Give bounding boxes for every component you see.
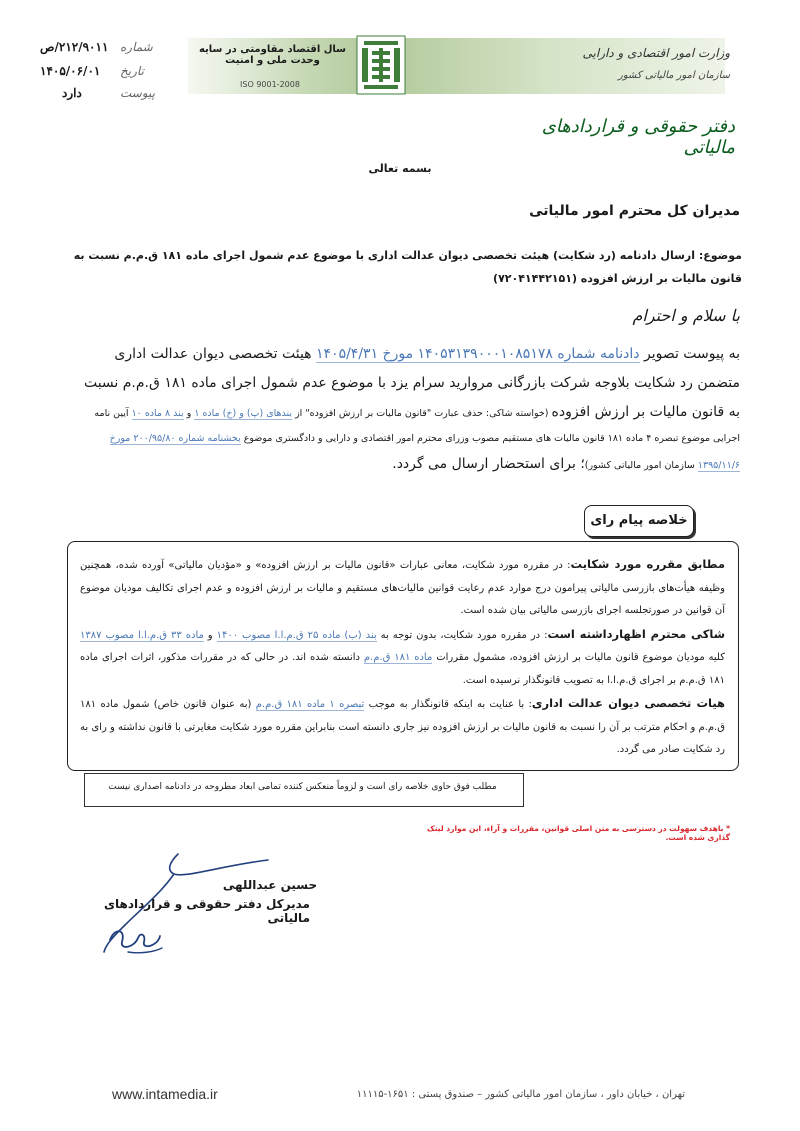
circular-link[interactable]: بخشنامه شماره ۲۰۰/۹۵/۸۰ مورخ xyxy=(109,433,241,444)
subject xyxy=(70,244,742,290)
body-line-3 xyxy=(60,398,740,428)
summary-body-2a: : در مقرره مورد شکایت، بدون توجه به xyxy=(376,629,548,641)
letter-body xyxy=(60,340,740,480)
law-link-article33[interactable]: ماده ۳۳ ق.م.ا.ا مصوب ۱۳۸۷ xyxy=(80,629,204,641)
footer-address: تهران ، خیابان داور ، سازمان امور مالیاتی کشور – صندوق پستی : ۱۶۵۱-۱۱۱۱۵ xyxy=(356,1089,685,1100)
letter-number-value: ۲۱۲/۹۰۱۱/ص xyxy=(40,40,109,54)
ministry-name: وزارت امور اقتصادی و دارایی xyxy=(582,46,730,60)
ministry-emblem-icon xyxy=(356,35,406,95)
body-text: هیئت تخصصی دیوان عدالت اداری xyxy=(114,346,317,362)
summary-body-1: : در مقرره مورد شکایت، معانی عبارات «قانون مالیات بر ارزش افزوده» و «مؤدیان مالیاتی» آورده شده، همچنین وظیفه هیأت‌های بازرسی مالیاتی پیرامون درج موارد عدم رعایت قوانین مالیات‌های مستقیم و مالیات بر ارزش افزوده و عدم اجرای تکالیف مودیان موضوع آن قوانین در صورتجلسه اجرای بازرسی مالیاتی بیان شده است. xyxy=(80,560,725,616)
summary-para-1 xyxy=(80,553,725,623)
summary-para-2 xyxy=(80,623,725,693)
body-line-4 xyxy=(60,428,740,450)
law-link-article181[interactable]: ماده ۱۸۱ ق.م.م xyxy=(363,652,433,663)
circular-date-link[interactable]: ۱۳۹۵/۱۱/۶ xyxy=(697,460,740,471)
letter-date-label: تاریخ xyxy=(120,64,144,78)
addressee: مدیران کل محترم امور مالیاتی xyxy=(529,203,740,219)
summary-text xyxy=(80,553,725,762)
body-small-text: (خواسته شاکی: حذف عبارت "قانون مالیات بر ارزش افزوده" از xyxy=(292,408,552,419)
body-small-text: آیین نامه xyxy=(94,408,132,419)
body-text: ؛ برای استحضار ارسال می گردد. xyxy=(392,456,585,472)
body-line-5 xyxy=(60,450,740,480)
iso-label: ISO 9001-2008 xyxy=(240,80,300,89)
footer-website[interactable]: www.intamedia.ir xyxy=(112,1086,218,1102)
body-line-1 xyxy=(60,340,740,369)
verdict-link[interactable]: دادنامه شماره ۱۴۰۵۳۱۳۹۰۰۰۱۰۸۵۱۷۸ مورخ ۱۴۰۵/۴/۳۱ xyxy=(316,346,640,362)
body-small-text: سازمان امور مالیاتی کشور) xyxy=(584,460,698,471)
summary-body-2b: و xyxy=(203,629,217,641)
summary-label-2: شاکی محترم اظهارداشته است xyxy=(547,626,726,641)
summary-body-2c: کلیه مودیان موضوع قانون مالیات بر ارزش افزوده، مشمول مقررات xyxy=(432,652,725,663)
body-text: به پیوست تصویر xyxy=(639,346,740,362)
link-notice: * باهدف سهولت در دسترسی به متن اصلی قوانین، مقررات و آراء، این موارد لینک گذاری شده است. xyxy=(427,824,730,842)
letter-attachment-value: دارد xyxy=(62,86,82,100)
letter-attachment-label: پیوست xyxy=(120,86,155,100)
subject-text: ارسال دادنامه (رد شکایت) هیئت تخصصی دیوان عدالت اداری با موضوع عدم شمول اجرای ماده ۱۸۱ ق.م.م نسبت به قانون مالیات بر ارزش افزوده (۷۲۰۴۱۴۴۲۱۵۱) xyxy=(73,249,742,285)
office-name: دفتر حقوقی و قراردادهای مالیاتی xyxy=(541,116,735,158)
body-small-text: اجرایی موضوع تبصره ۴ ماده ۱۸۱ قانون مالیات های مستقیم مصوب وزرای محترم امور اقتصادی و دارایی و دادگستری موضوع xyxy=(240,433,740,444)
summary-body-3b: (به عنوان قانون خاص) شمول ماده ۱۸۱ ق.م.م و احکام مترتب بر آن را نسبت به قانون مالیات بر ارزش افزوده نیز جاری دانسته است بنابراین مقرره مورد شکایت مغایرتی با قانون نداشته و رای به رد شکایت صادر می گردد. xyxy=(80,699,725,755)
body-small-text: و xyxy=(183,408,195,419)
summary-body-2d: دانسته شده اند. در حالی که در مقررات مذکور، اثرات اجرای ماده ۱۸۱ ق.م.م بر اجرای ق.م.ا.ا به تصویب قانونگذار نرسیده است. xyxy=(80,652,725,686)
signer-name: حسین عبداللهی xyxy=(222,878,318,892)
subject-label: موضوع: xyxy=(698,249,742,262)
organization-name: سازمان امور مالیاتی کشور xyxy=(618,70,730,81)
body-line-2: متضمن رد شکایت بلاوجه شرکت بازرگانی مروارید سرام یزد با موضوع عدم شمول اجرای ماده ۱۸۱ ق.م.م نسبت xyxy=(83,375,740,391)
article1-link[interactable]: بندهای (پ) و (خ) ماده ۱ xyxy=(194,408,293,419)
summary-label-1: مطابق مقرره مورد شکایت xyxy=(570,557,725,571)
law-link-note1-article181[interactable]: تبصره ۱ ماده ۱۸۱ ق.م.م xyxy=(255,699,365,710)
letter-date-value: ۱۴۰۵/۰۶/۰۱ xyxy=(40,64,101,78)
summary-para-3 xyxy=(80,692,725,762)
article10-link[interactable]: بند ۸ ماده ۱۰ xyxy=(131,408,184,419)
summary-label-3: هیات تخصصی دیوان عدالت اداری xyxy=(531,696,725,710)
body-text: به قانون مالیات بر ارزش افزوده xyxy=(551,404,740,420)
signer-title: مدیرکل دفتر حقوقی و قراردادهای مالیاتی xyxy=(104,897,310,925)
year-slogan: سال اقتصاد مقاومتی در سایه وحدت ملی و امنیت xyxy=(198,44,347,66)
disclaimer-text: مطلب فوق حاوی خلاصه رای است و لزوماً منعکس کننده تمامی ابعاد مطروحه در دادنامه اصداری نیست xyxy=(108,782,497,792)
letter-number-label: شماره xyxy=(120,40,153,54)
law-link-article25[interactable]: بند (ب) ماده ۲۵ ق.م.ا.ا مصوب ۱۴۰۰ xyxy=(216,629,377,641)
greeting: با سلام و احترام xyxy=(632,306,740,325)
summary-title: خلاصه پیام رای xyxy=(584,505,694,537)
summary-body-3a: : با عنایت به اینکه قانونگذار به موجب xyxy=(364,699,532,710)
basmala: بسمه تعالی xyxy=(368,162,432,175)
